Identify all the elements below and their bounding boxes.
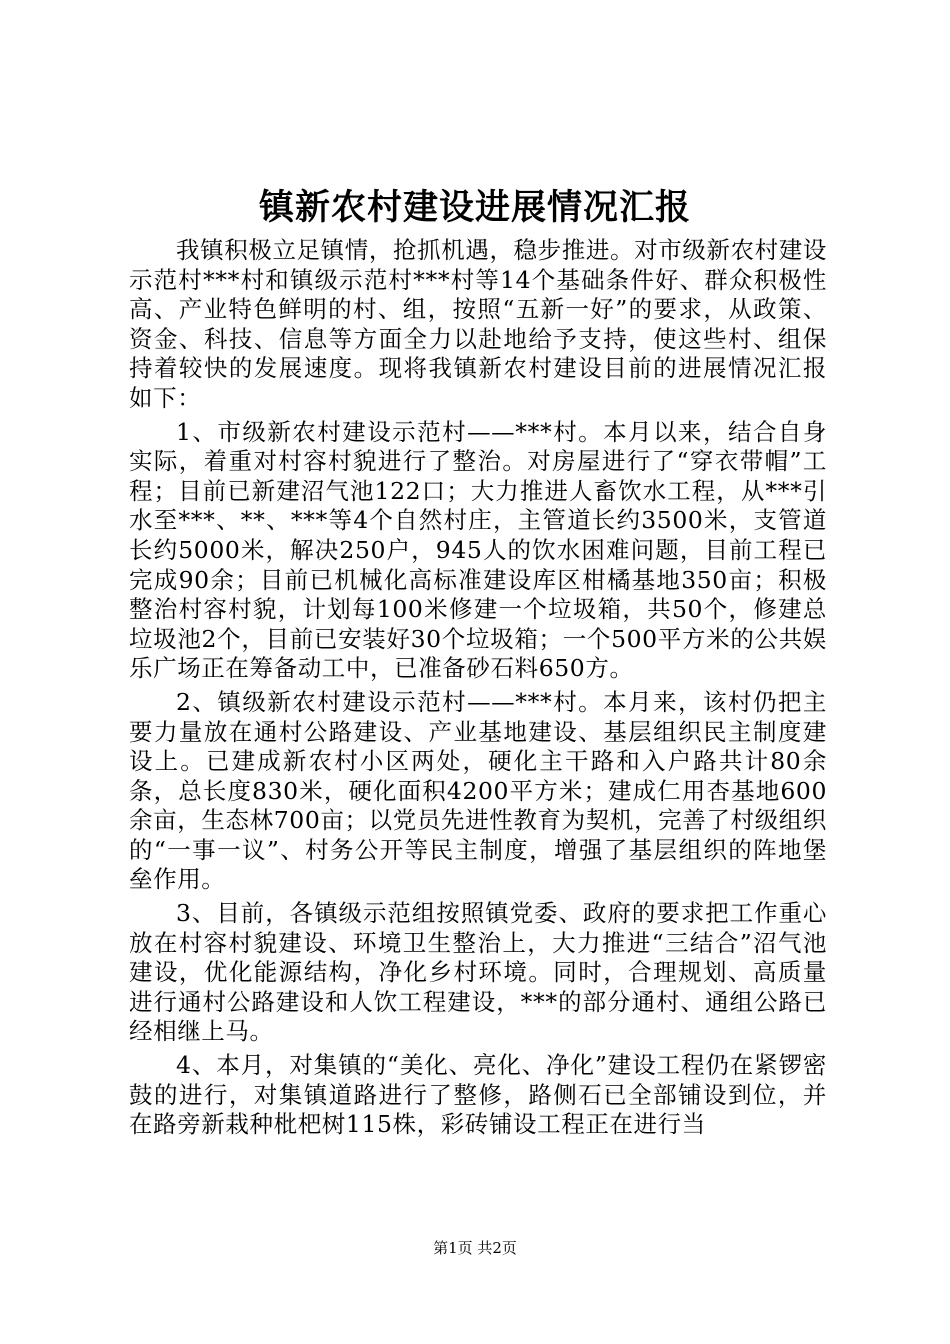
paragraph-item-2: 2、镇级新农村建设示范村——***村。本月来，该村仍把主要力量放在通村公路建设、产业基地建设、基层组织民主制度建设上。已建成新农村小区两处，硬化主干路和入户路共计80余条，总长度830米，硬化面积4200平方米；建成仁用杏基地600余亩，生态林700亩；以党员先进性教育为契机，完善了村级组织的“一事一议”、村务公开等民主制度，增强了基层组织的阵地堡垒作用。 — [129, 687, 827, 894]
document-body — [129, 236, 827, 1144]
paragraph-item-4: 4、本月，对集镇的“美化、亮化、净化”建设工程仍在紧锣密鼓的进行，对集镇道路进行了整修，路侧石已全部铺设到位，并在路旁新栽种枇杷树115株，彩砖铺设工程正在进行当 — [129, 1051, 827, 1139]
document-title: 镇新农村建设进展情况汇报 — [258, 187, 691, 228]
page-number-footer: 第1页 共2页 — [433, 1239, 517, 1257]
paragraph-intro: 我镇积极立足镇情，抢抓机遇，稳步推进。对市级新农村建设示范村***村和镇级示范村***村等14个基础条件好、群众积极性高、产业特色鲜明的村、组，按照“五新一好”的要求，从政策、资金、科技、信息等方面全力以赴地给予支持，使这些村、组保持着较快的发展速度。现将我镇新农村建设目前的进展情况汇报如下： — [129, 236, 827, 412]
paragraph-item-1: 1、市级新农村建设示范村——***村。本月以来，结合自身实际，着重对村容村貌进行了整治。对房屋进行了“穿衣带帽”工程；目前已新建沼气池122口；大力推进人畜饮水工程，从***引水至***、**、***等4个自然村庄，主管道长约3500米，支管道长约5000米，解决250户，945人的饮水困难问题，目前工程已完成90余；目前已机械化高标准建设库区柑橘基地350亩；积极整治村容村貌，计划每100米修建一个垃圾箱，共50个，修建总垃圾池2个，目前已安装好30个垃圾箱；一个500平方米的公共娱乐广场正在筹备动工中，已准备砂石料650方。 — [129, 417, 827, 683]
paragraph-item-3: 3、目前，各镇级示范组按照镇党委、政府的要求把工作重心放在村容村貌建设、环境卫生整治上，大力推进“三结合”沼气池建设，优化能源结构，净化乡村环境。同时，合理规划、高质量进行通村公路建设和人饮工程建设，***的部分通村、通组公路已经相继上马。 — [129, 899, 827, 1046]
